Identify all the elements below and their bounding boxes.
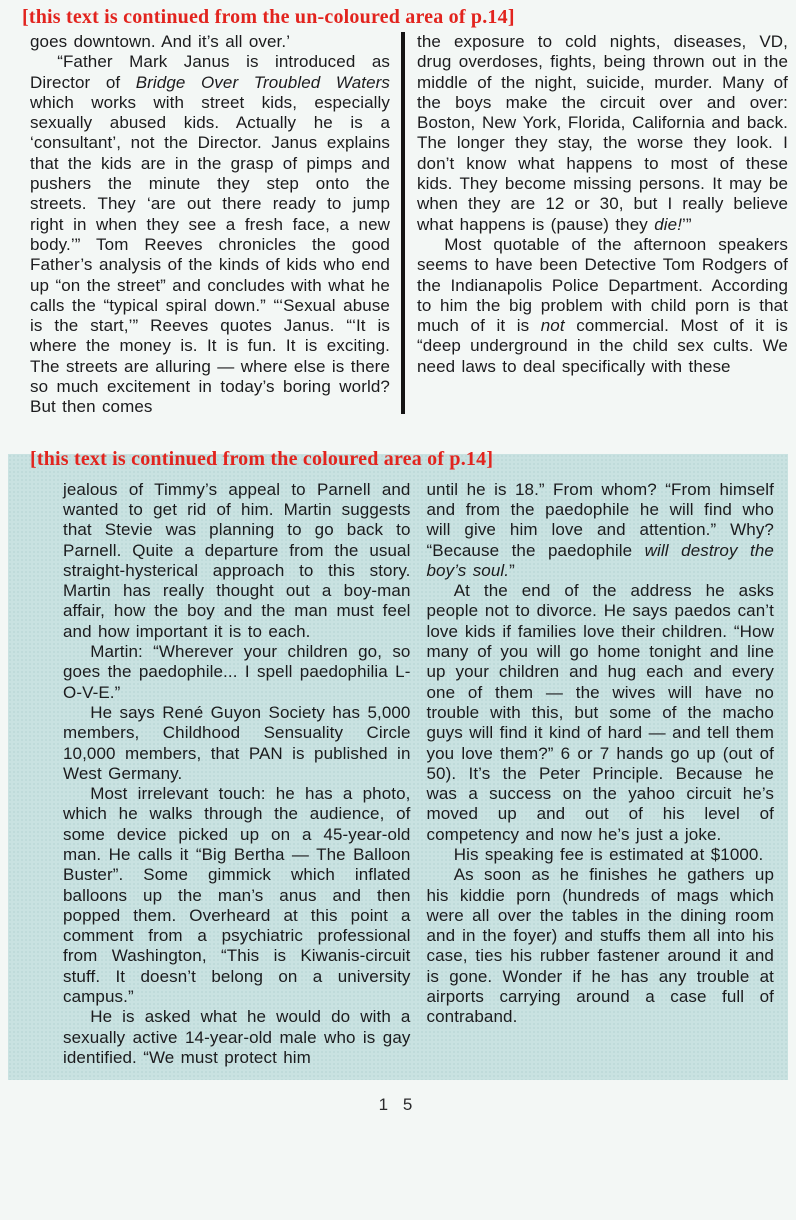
uncoloured-text-section bbox=[0, 32, 796, 418]
continuation-note-coloured: [this text is continued from the coloured area of p.14] bbox=[30, 447, 494, 470]
paragraph: At the end of the address he asks people not to divorce. He says paedos can’t love kids if families love their children. “How many of you will go home tonight and line up your children and hug each and every one of them — the wives will have no trouble with this, but some of the macho guys will find it kind of hard — and tell them you love them?” 6 or 7 hands go up (out of 50). It’s the Peter Principle. Because he was a success on the yahoo circuit he’s moved up and out of his level of competency and now he’s just a joke. bbox=[426, 581, 774, 844]
paragraph: the exposure to cold nights, diseases, VD, drug overdoses, fights, being thrown out in the middle of the night, suicide, murder. Many of the boys make the circuit over and over: Boston, New York, Florida, California and back. The longer they stay, the worse they look. I don’t know what happens to most of these kids. They become missing persons. It may be when they are 12 or 30, but I really believe what happens is (pause) they die!’” bbox=[417, 32, 788, 234]
uncoloured-left-column bbox=[30, 32, 390, 418]
coloured-columns bbox=[63, 480, 774, 1069]
paragraph: Martin: “Wherever your children go, so goes the paedophile... I spell paedophilia L-O-V-E.” bbox=[63, 642, 411, 702]
page-number: 1 5 bbox=[378, 1095, 418, 1115]
paragraph: As soon as he finishes he gathers up his kiddie porn (hundreds of mags which were all over the tables in the dining room and in the foyer) and stuffs them all into his case, ties his rubber fastener around it and is gone. Wonder if he has any trouble at airports carrying around a case full of contraband. bbox=[426, 865, 774, 1027]
column-divider-rule bbox=[401, 32, 405, 414]
paragraph: until he is 18.” From whom? “From himself and from the paedophile he will find who will give him love and attention.” Why? “Because the paedophile will destroy the boy’s soul.” bbox=[426, 479, 774, 580]
coloured-right-column bbox=[427, 480, 775, 1069]
paragraph: “Father Mark Janus is introduced as Director of Bridge Over Troubled Waters which works with street kids, especially sexually abused kids. Actually he is a ‘consultant’, not the Director. Janus explains that the kids are in the grasp of pimps and pushers the minute they step onto the streets. They ‘are out there ready to jump right in when they see a fresh face, a new body.’” Tom Reeves chronicles the good Father’s analysis of the kinds of kids who end up “on the street” and concludes with what he calls the “typical spiral down.” “‘Sexual abuse is the start,’” Reeves quotes Janus. “‘It is where the money is. It is fun. It is exciting. The streets are alluring — where else is there so much excitement in today’s boring world? But then comes bbox=[30, 52, 390, 417]
coloured-text-section bbox=[8, 447, 788, 1081]
paragraph: His speaking fee is estimated at $1000. bbox=[453, 844, 764, 864]
paragraph: He says René Guyon Society has 5,000 members, Childhood Sensuality Circle 10,000 members, that PAN is published in West Germany. bbox=[63, 702, 411, 783]
coloured-left-column bbox=[63, 480, 411, 1069]
paragraph: Most quotable of the afternoon speakers seems to have been Detective Tom Rodgers of the Indianapolis Police Department. According to him the big problem with child porn is that much of it is not commercial. Most of it is “deep underground in the child sex cults. We need laws to deal specifically with these bbox=[417, 234, 788, 376]
paragraph: Most irrelevant touch: he has a photo, which he walks through the audience, of some device picked up on a 45-year-old man. He calls it “Big Bertha — The Balloon Buster”. Some gimmick which inflated balloons up the man’s anus and then popped them. Overheard at this point a comment from a psychiatric professional from Washington, “This is Kiwanis-circuit stuff. It doesn’t belong on a university campus.” bbox=[63, 784, 411, 1007]
uncoloured-right-column bbox=[417, 32, 788, 418]
continuation-note-uncoloured: [this text is continued from the un-coloured area of p.14] bbox=[22, 6, 515, 28]
paragraph: He is asked what he would do with a sexually active 14-year-old male who is gay identified. “We must protect him bbox=[63, 1007, 411, 1067]
paragraph: jealous of Timmy’s appeal to Parnell and wanted to get rid of him. Martin suggests that Stevie was planning to go back to Parnell. Quite a departure from the usual straight-hysterical approach to this story. Martin has really thought out a boy-man affair, how the boy and the man must feel and how important it is to each. bbox=[63, 479, 411, 641]
paragraph: goes downtown. And it’s all over.’ bbox=[30, 32, 291, 51]
